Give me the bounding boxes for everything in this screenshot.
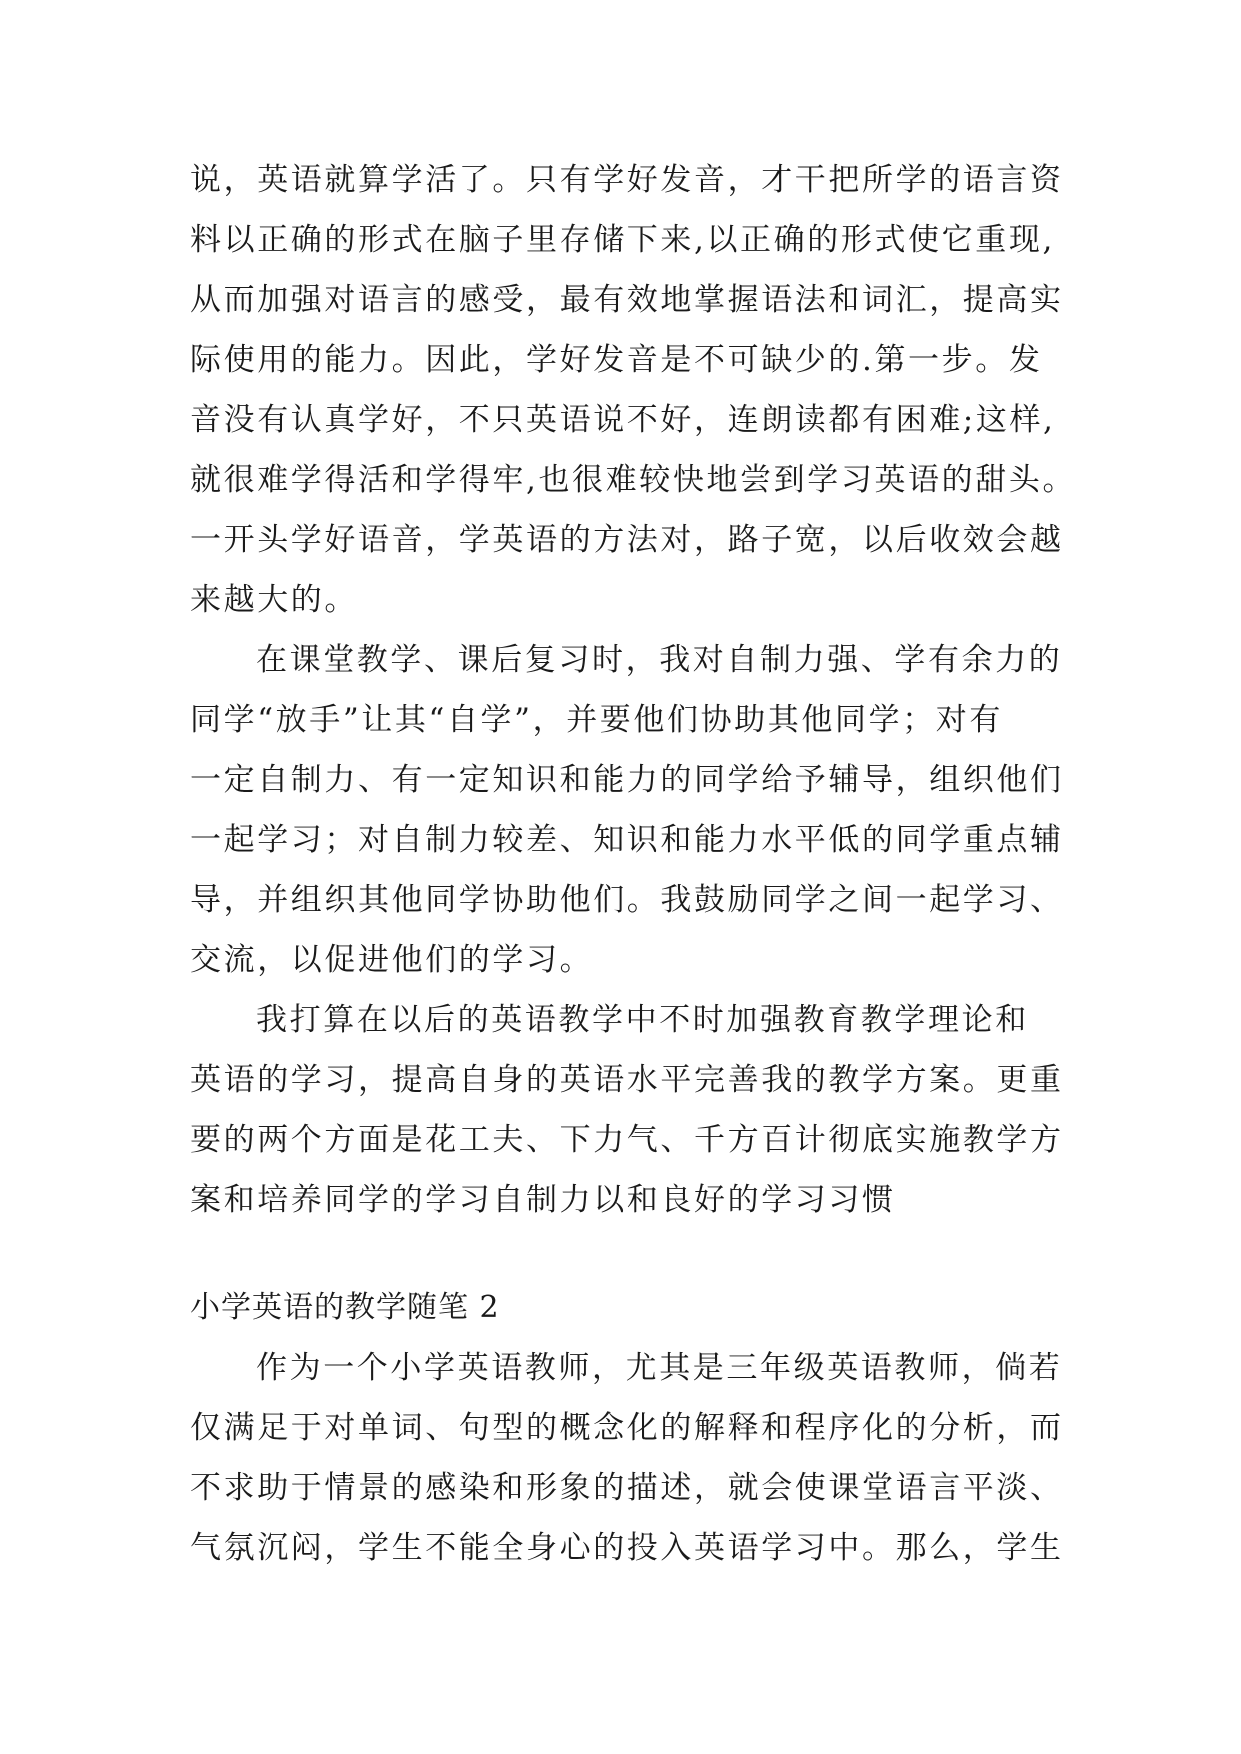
paragraph-line: 交流，以促进他们的学习。: [190, 942, 594, 978]
paragraph-line: 从而加强对语言的感受，最有效地掌握语法和词汇，提高实: [190, 282, 1064, 318]
paragraph-line: 音没有认真学好，不只英语说不好，连朗读都有困难;这样,: [190, 402, 1056, 438]
paragraph-line: 要的两个方面是花工夫、下力气、千方百计彻底实施教学方: [190, 1122, 1064, 1158]
paragraph-line: 一开头学好语音，学英语的方法对，路子宽，以后收效会越: [190, 522, 1064, 558]
paragraph-line: 在课堂教学、课后复习时，我对自制力强、学有余力的: [256, 642, 1063, 678]
paragraph-line: 来越大的。: [190, 582, 358, 618]
paragraph-line: 英语的学习，提高自身的英语水平完善我的教学方案。更重: [190, 1062, 1064, 1098]
paragraph-line: 仅满足于对单词、句型的概念化的解释和程序化的分析，而: [190, 1410, 1064, 1446]
paragraph-line: 案和培养同学的学习自制力以和良好的学习习惯: [190, 1182, 896, 1218]
section-heading: 小学英语的教学随笔 2: [190, 1290, 500, 1325]
paragraph-line: 气氛沉闷，学生不能全身心的投入英语学习中。那么，学生: [190, 1530, 1064, 1566]
paragraph-line: 说，英语就算学活了。只有学好发音，才干把所学的语言资: [190, 162, 1064, 198]
paragraph-line: 一起学习；对自制力较差、知识和能力水平低的同学重点辅: [190, 822, 1064, 858]
paragraph-line: 作为一个小学英语教师，尤其是三年级英语教师，倘若: [256, 1350, 1063, 1386]
paragraph-line: 同学“放手”让其“自学”，并要他们协助其他同学；对有: [190, 702, 1003, 738]
paragraph-line: 我打算在以后的英语教学中不时加强教育教学理论和: [256, 1002, 1029, 1038]
paragraph-line: 际使用的能力。因此，学好发音是不可缺少的.第一步。发: [190, 342, 1043, 378]
paragraph-line: 导，并组织其他同学协助他们。我鼓励同学之间一起学习、: [190, 882, 1064, 918]
paragraph-line: 就很难学得活和学得牢,也很难较快地尝到学习英语的甜头。: [190, 462, 1077, 498]
paragraph-line: 料以正确的形式在脑子里存储下来,以正确的形式使它重现,: [190, 222, 1055, 258]
paragraph-line: 不求助于情景的感染和形象的描述，就会使课堂语言平淡、: [190, 1470, 1064, 1506]
paragraph-line: 一定自制力、有一定知识和能力的同学给予辅导，组织他们: [190, 762, 1064, 798]
